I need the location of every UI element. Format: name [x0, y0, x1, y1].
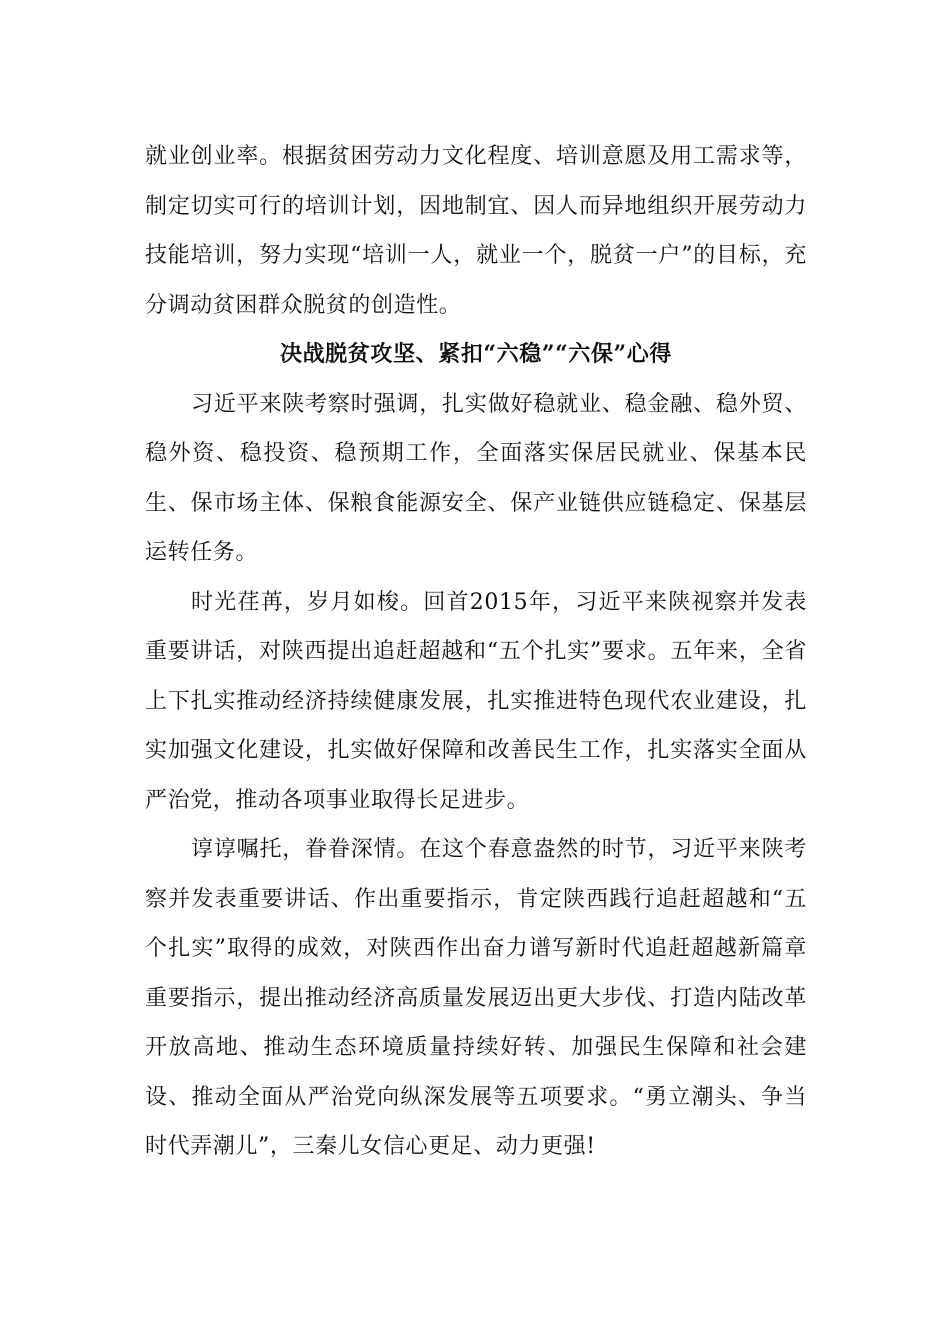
document-body: [145, 132, 807, 1172]
section-heading: 决战脱贫攻坚、紧扣“六稳”“六保”心得: [279, 341, 673, 367]
body-paragraph-3: 谆谆嘱托，眷眷深情。在这个春意盎然的时节，习近平来陕考察并发表重要讲话、作出重要指示，肯定陕西践行追赶超越和“五个扎实”取得的成效，对陕西作出奋力谱写新时代追赶超越新篇章重要指示，提出推动经济高质量发展迈出更大步伐、打造内陆改革开放高地、推动生态环境质量持续好转、加强民生保障和社会建设、推动全面从严治党向纵深发展等五项要求。“勇立潮头、争当时代弄潮儿”，三秦儿女信心更足、动力更强!: [145, 837, 807, 1159]
body-paragraph-1: 习近平来陕考察时强调，扎实做好稳就业、稳金融、稳外贸、稳外资、稳投资、稳预期工作，全面落实保居民就业、保基本民生、保市场主体、保粮食能源安全、保产业链供应链稳定、保基层运转任务。: [145, 391, 807, 565]
intro-paragraph: 就业创业率。根据贫困劳动力文化程度、培训意愿及用工需求等，制定切实可行的培训计划，因地制宜、因人而异地组织开展劳动力技能培训，努力实现“培训一人，就业一个，脱贫一户”的目标，充分调动贫困群众脱贫的创造性。: [145, 144, 807, 318]
body-paragraph-2: 时光荏苒，岁月如梭。回首2015年，习近平来陕视察并发表重要讲话，对陕西提出追赶超越和“五个扎实”要求。五年来，全省上下扎实推动经济持续健康发展，扎实推进特色现代农业建设，扎实加强文化建设，扎实做好保障和改善民生工作，扎实落实全面从严治党，推动各项事业取得长足进步。: [145, 589, 807, 813]
